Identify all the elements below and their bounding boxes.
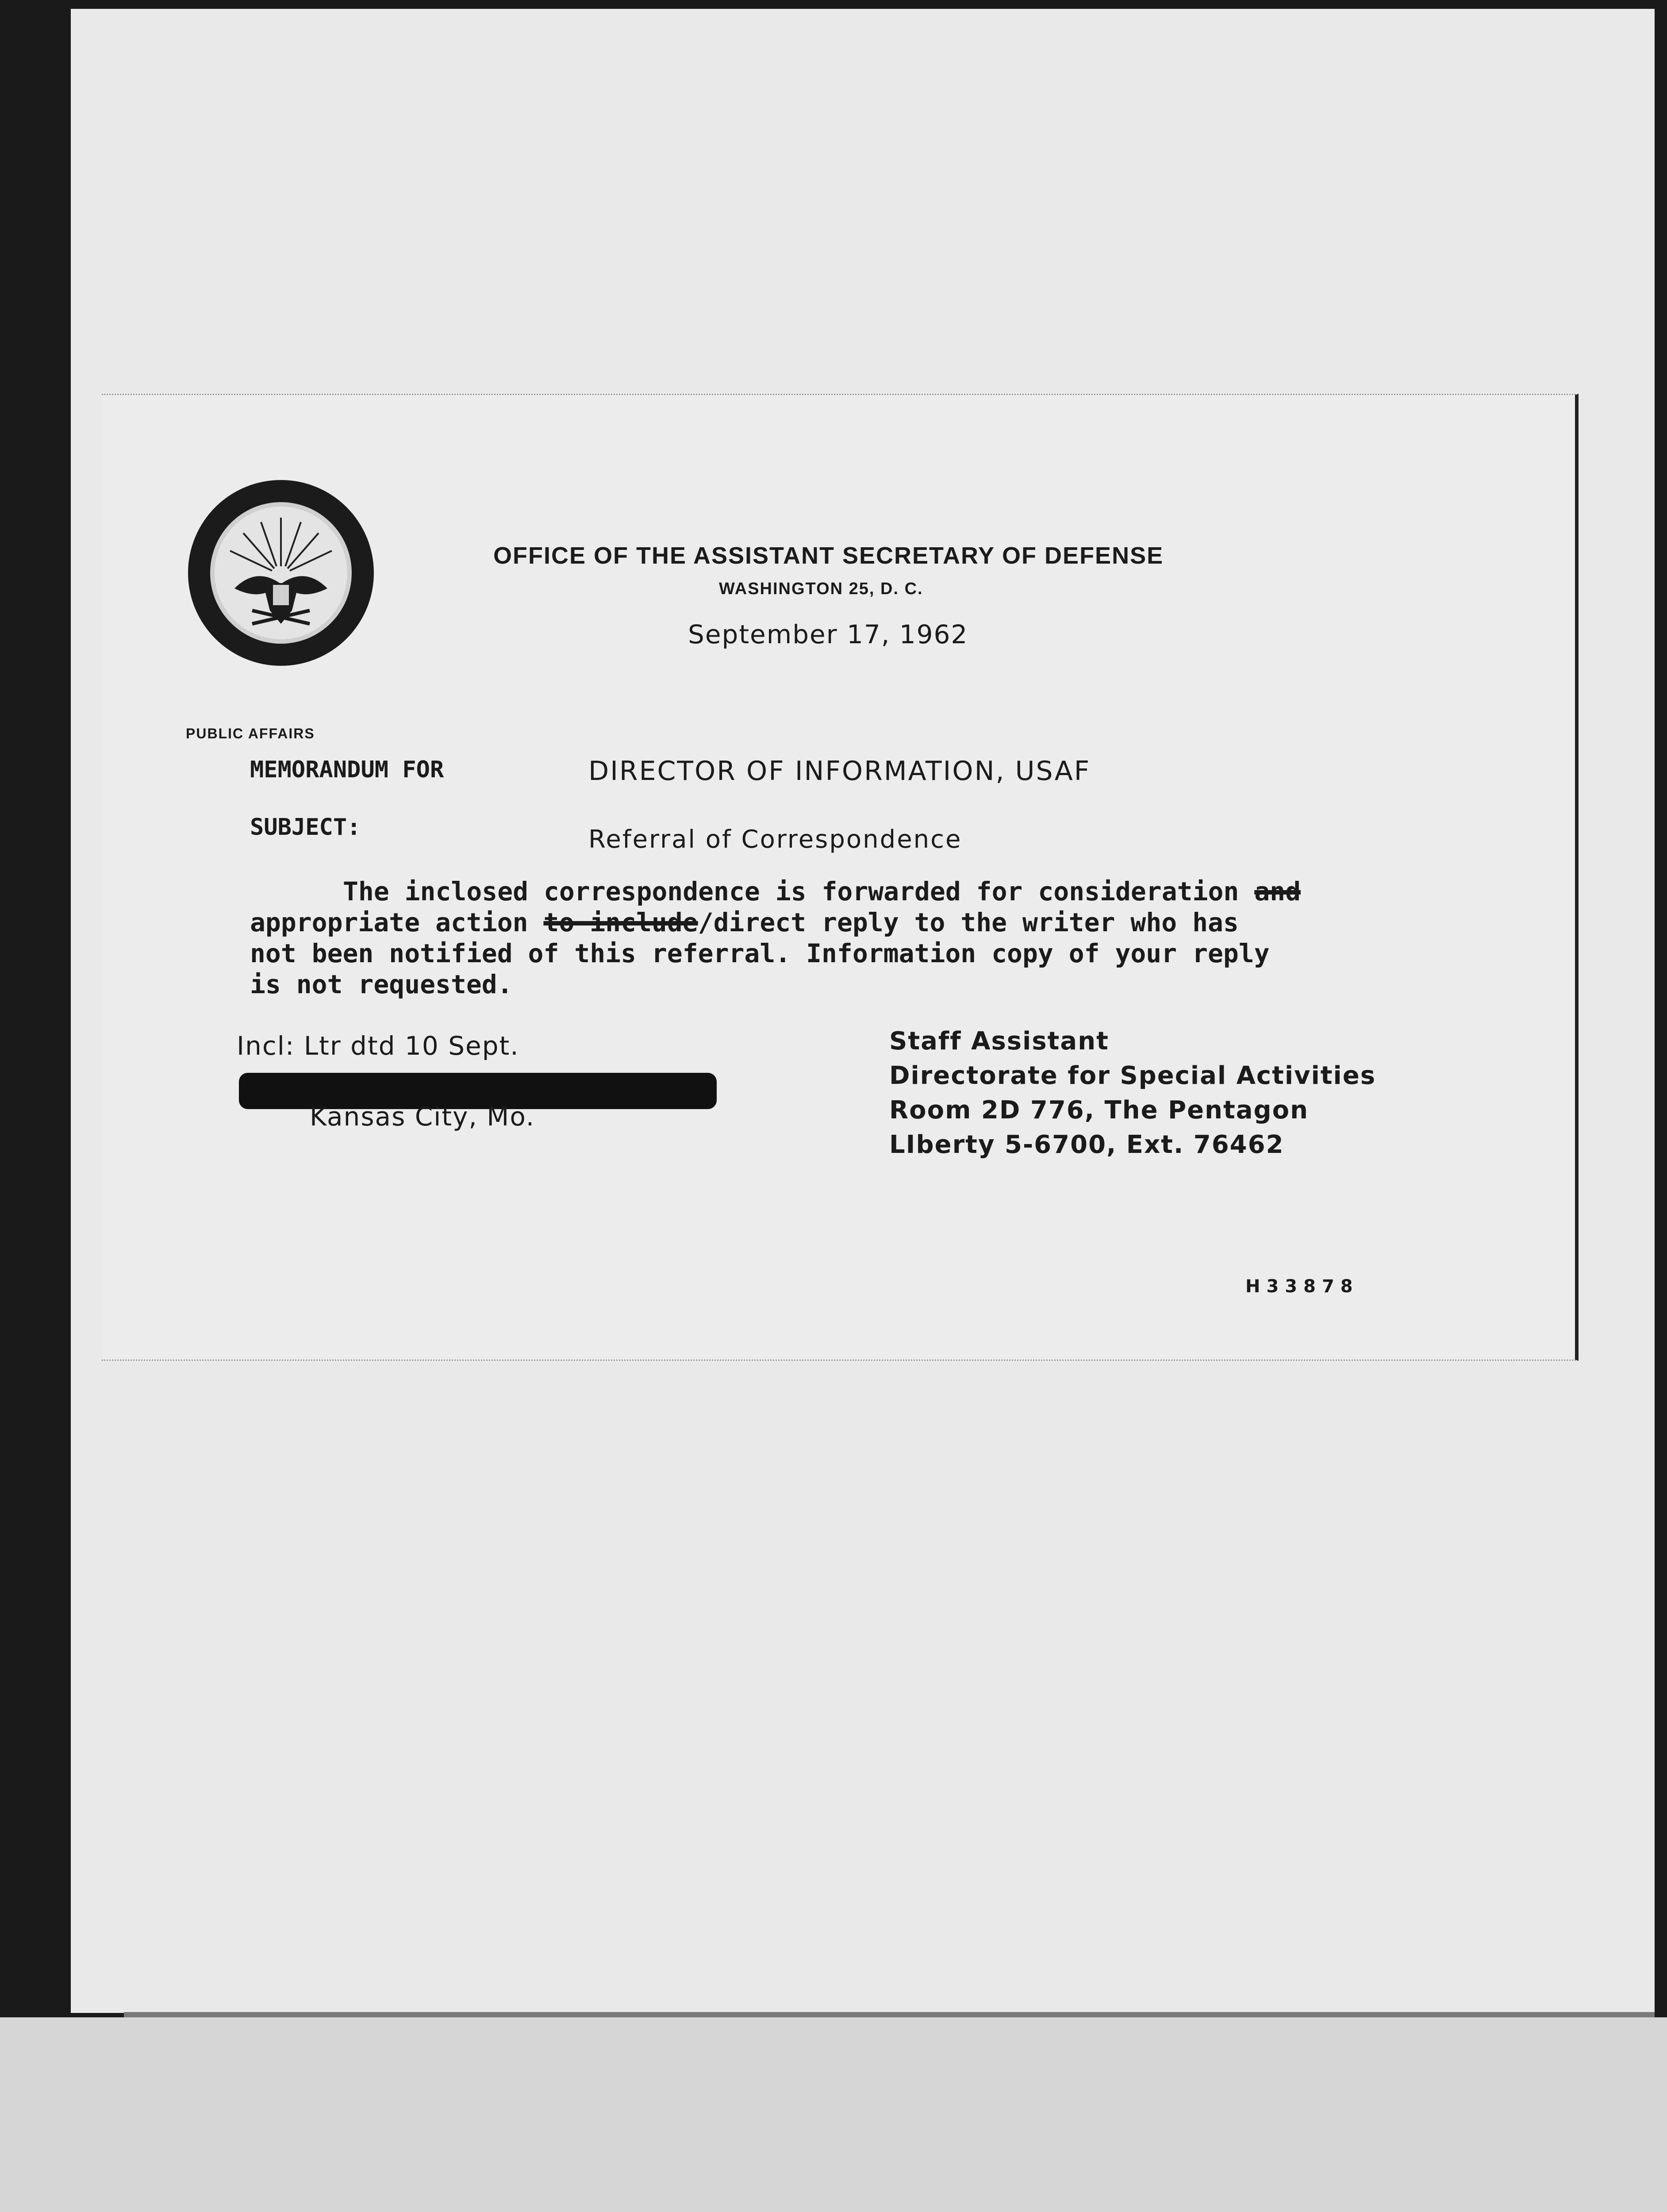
division-label: PUBLIC AFFAIRS: [186, 726, 315, 741]
inclosure-city: Kansas City, Mo.: [310, 1102, 535, 1132]
underlying-page: [0, 2017, 1667, 2212]
memo-date: September 17, 1962: [688, 619, 968, 649]
file-number: H33878: [1245, 1276, 1359, 1297]
signature-directorate: Directorate for Special Activities: [889, 1061, 1376, 1090]
body-line-1-text: The inclosed correspondence is forwarded for consideration: [343, 876, 1239, 906]
subject-label: SUBJECT:: [250, 814, 361, 841]
body-line-1: [343, 876, 1301, 907]
memorandum-for-label: MEMORANDUM FOR: [250, 757, 444, 783]
memorandum-for-value: DIRECTOR OF INFORMATION, USAF: [588, 756, 1091, 787]
body-line-2: [250, 907, 1239, 938]
body-line-2-text-b: /direct reply to the writer who has: [698, 907, 1239, 937]
signature-room: Room 2D 776, The Pentagon: [889, 1096, 1309, 1125]
subject-value: Referral of Correspondence: [588, 825, 962, 854]
signature-block: [889, 1024, 1376, 1162]
department-of-defense-seal: [186, 478, 376, 668]
signature-title: Staff Assistant: [889, 1027, 1109, 1056]
office-address: WASHINGTON 25, D. C.: [719, 580, 923, 598]
struck-phrase-to-include: to include: [543, 907, 698, 937]
body-line-2-text-a: appropriate action: [250, 907, 528, 937]
body-line-3: not been notified of this referral. Information copy of your reply: [250, 938, 1270, 968]
struck-word-and: and: [1254, 876, 1301, 906]
inclosure-line: Incl: Ltr dtd 10 Sept.: [237, 1031, 519, 1061]
signature-phone: LIberty 5-6700, Ext. 76462: [889, 1130, 1284, 1159]
office-heading: OFFICE OF THE ASSISTANT SECRETARY OF DEFENSE: [493, 542, 1164, 569]
body-line-4: is not requested.: [250, 969, 513, 999]
